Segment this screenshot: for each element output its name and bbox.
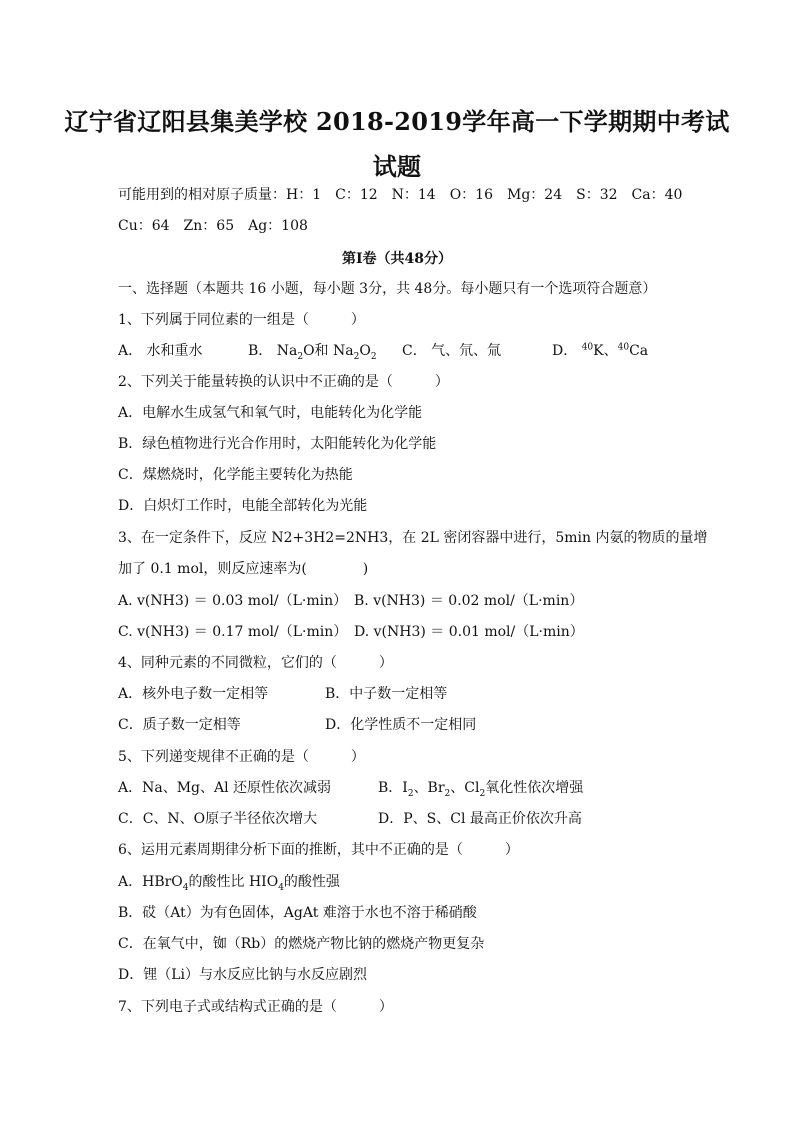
option-b-text-3: O (359, 343, 371, 359)
section-title: 第Ⅰ卷（共48分） (341, 251, 453, 267)
option-b-text-1: B．I (378, 780, 408, 796)
question-3-option-d: D. v(NH3) ＝ 0.01 mol/（L·min） (354, 624, 584, 640)
question-3-stem-line2: 加了 0.1 mol，则反应速率为( ) (118, 561, 369, 577)
option-a-text-2: 的酸性比 HIO (188, 874, 279, 890)
exam-title-line1: 辽宁省辽阳县集美学校 2018-2019学年高一下学期期中考试 (64, 107, 730, 136)
subscript: 4 (182, 882, 189, 893)
question-3-stem-line1: 3、在一定条件下，反应 N2+3H2=2NH3，在 2L 密闭容器中进行，5min 内氨的物质的量增 (118, 530, 708, 546)
option-b-text-4: 氧化性依次增强 (485, 780, 584, 796)
question-2-stem: 2、下列关于能量转换的认识中不正确的是（ ） (118, 374, 449, 390)
subscript: 2 (407, 788, 414, 799)
question-4-stem: 4、同种元素的不同微粒，它们的（ ） (118, 655, 393, 671)
question-6-stem: 6、运用元素周期律分析下面的推断，其中不正确的是（ ） (118, 842, 519, 858)
option-d-text-2: Ca (629, 343, 649, 359)
question-2-option-c: C．煤燃烧时，化学能主要转化为热能 (118, 467, 353, 483)
question-2-option-b: B．绿色植物进行光合作用时，太阳能转化为化学能 (118, 436, 437, 452)
option-a-text-1: A．HBrO (118, 874, 183, 890)
subscript: 2 (370, 351, 377, 362)
atomic-mass-line1: 可能用到的相对原子质量：H：1 C：12 N：14 O：16 Mg：24 S：32 Ca：40 (118, 187, 683, 203)
option-b-text-1: B． Na (248, 343, 298, 359)
subscript: 2 (297, 351, 304, 362)
option-b-text-2: O和 Na (303, 343, 354, 359)
subscript: 2 (479, 788, 486, 799)
question-4-option-b: B．中子数一定相等 (325, 686, 448, 702)
superscript: 40 (617, 342, 630, 353)
question-2-option-d: D．白炽灯工作时，电能全部转化为光能 (118, 498, 368, 514)
question-6-option-b: B．砹（At）为有色固体，AgAt 难溶于水也不溶于稀硝酸 (118, 905, 477, 921)
question-5-option-b (378, 779, 583, 797)
question-4-option-a: A．核外电子数一定相等 (118, 686, 269, 702)
question-4-option-d: D．化学性质不一定相同 (325, 717, 477, 733)
question-1-option-b (248, 342, 377, 360)
option-d-text-1: K、 (593, 343, 618, 359)
superscript: 40 (581, 342, 594, 353)
subscript: 2 (444, 788, 451, 799)
option-b-text-2: 、Br (413, 780, 445, 796)
question-5-option-d: D．P、S、Cl 最高正价依次升高 (378, 811, 582, 827)
question-7-stem: 7、下列电子式或结构式正确的是（ ） (118, 999, 393, 1015)
atomic-mass-line2: Cu：64 Zn：65 Ag：108 (118, 218, 308, 234)
question-6-option-d: D．锂（Li）与水反应比钠与水反应剧烈 (118, 967, 367, 983)
subscript: 4 (278, 882, 284, 893)
question-5-stem: 5、下列递变规律不正确的是（ ） (118, 749, 365, 765)
question-3-option-b: B. v(NH3) ＝ 0.02 mol/（L·min） (354, 593, 584, 609)
section-instruction: 一、选择题（本题共 16 小题，每小题 3分，共 48分。每小题只有一个选项符合题意） (118, 281, 657, 297)
question-2-option-a: A．电解水生成氢气和氧气时，电能转化为化学能 (118, 405, 423, 421)
option-b-text-3: 、Cl (450, 780, 480, 796)
option-a-text-3: 的酸性强 (283, 874, 340, 890)
question-1-stem: 1、下列属于同位素的一组是（ ） (118, 312, 365, 328)
question-1-option-c: C． 气、氘、氚 (402, 343, 502, 359)
option-d-label: D． (552, 343, 578, 359)
exam-title-line2: 试题 (372, 152, 422, 181)
question-5-option-c: C．C、N、O原子半径依次增大 (118, 811, 318, 827)
question-6-option-c: C．在氧气中，铷（Rb）的燃烧产物比钠的燃烧产物更复杂 (118, 936, 485, 952)
question-3-option-c: C. v(NH3) ＝ 0.17 mol/（L·min） (118, 624, 348, 640)
question-1-option-d (552, 342, 648, 360)
question-1-option-a: A． 水和重水 (118, 343, 203, 359)
question-6-option-a (118, 873, 340, 891)
subscript: 2 (353, 351, 360, 362)
question-4-option-c: C．质子数一定相等 (118, 717, 241, 733)
question-3-option-a: A. v(NH3) ＝ 0.03 mol/（L·min） (118, 593, 348, 609)
question-5-option-a: A．Na、Mg、Al 还原性依次减弱 (118, 780, 332, 796)
